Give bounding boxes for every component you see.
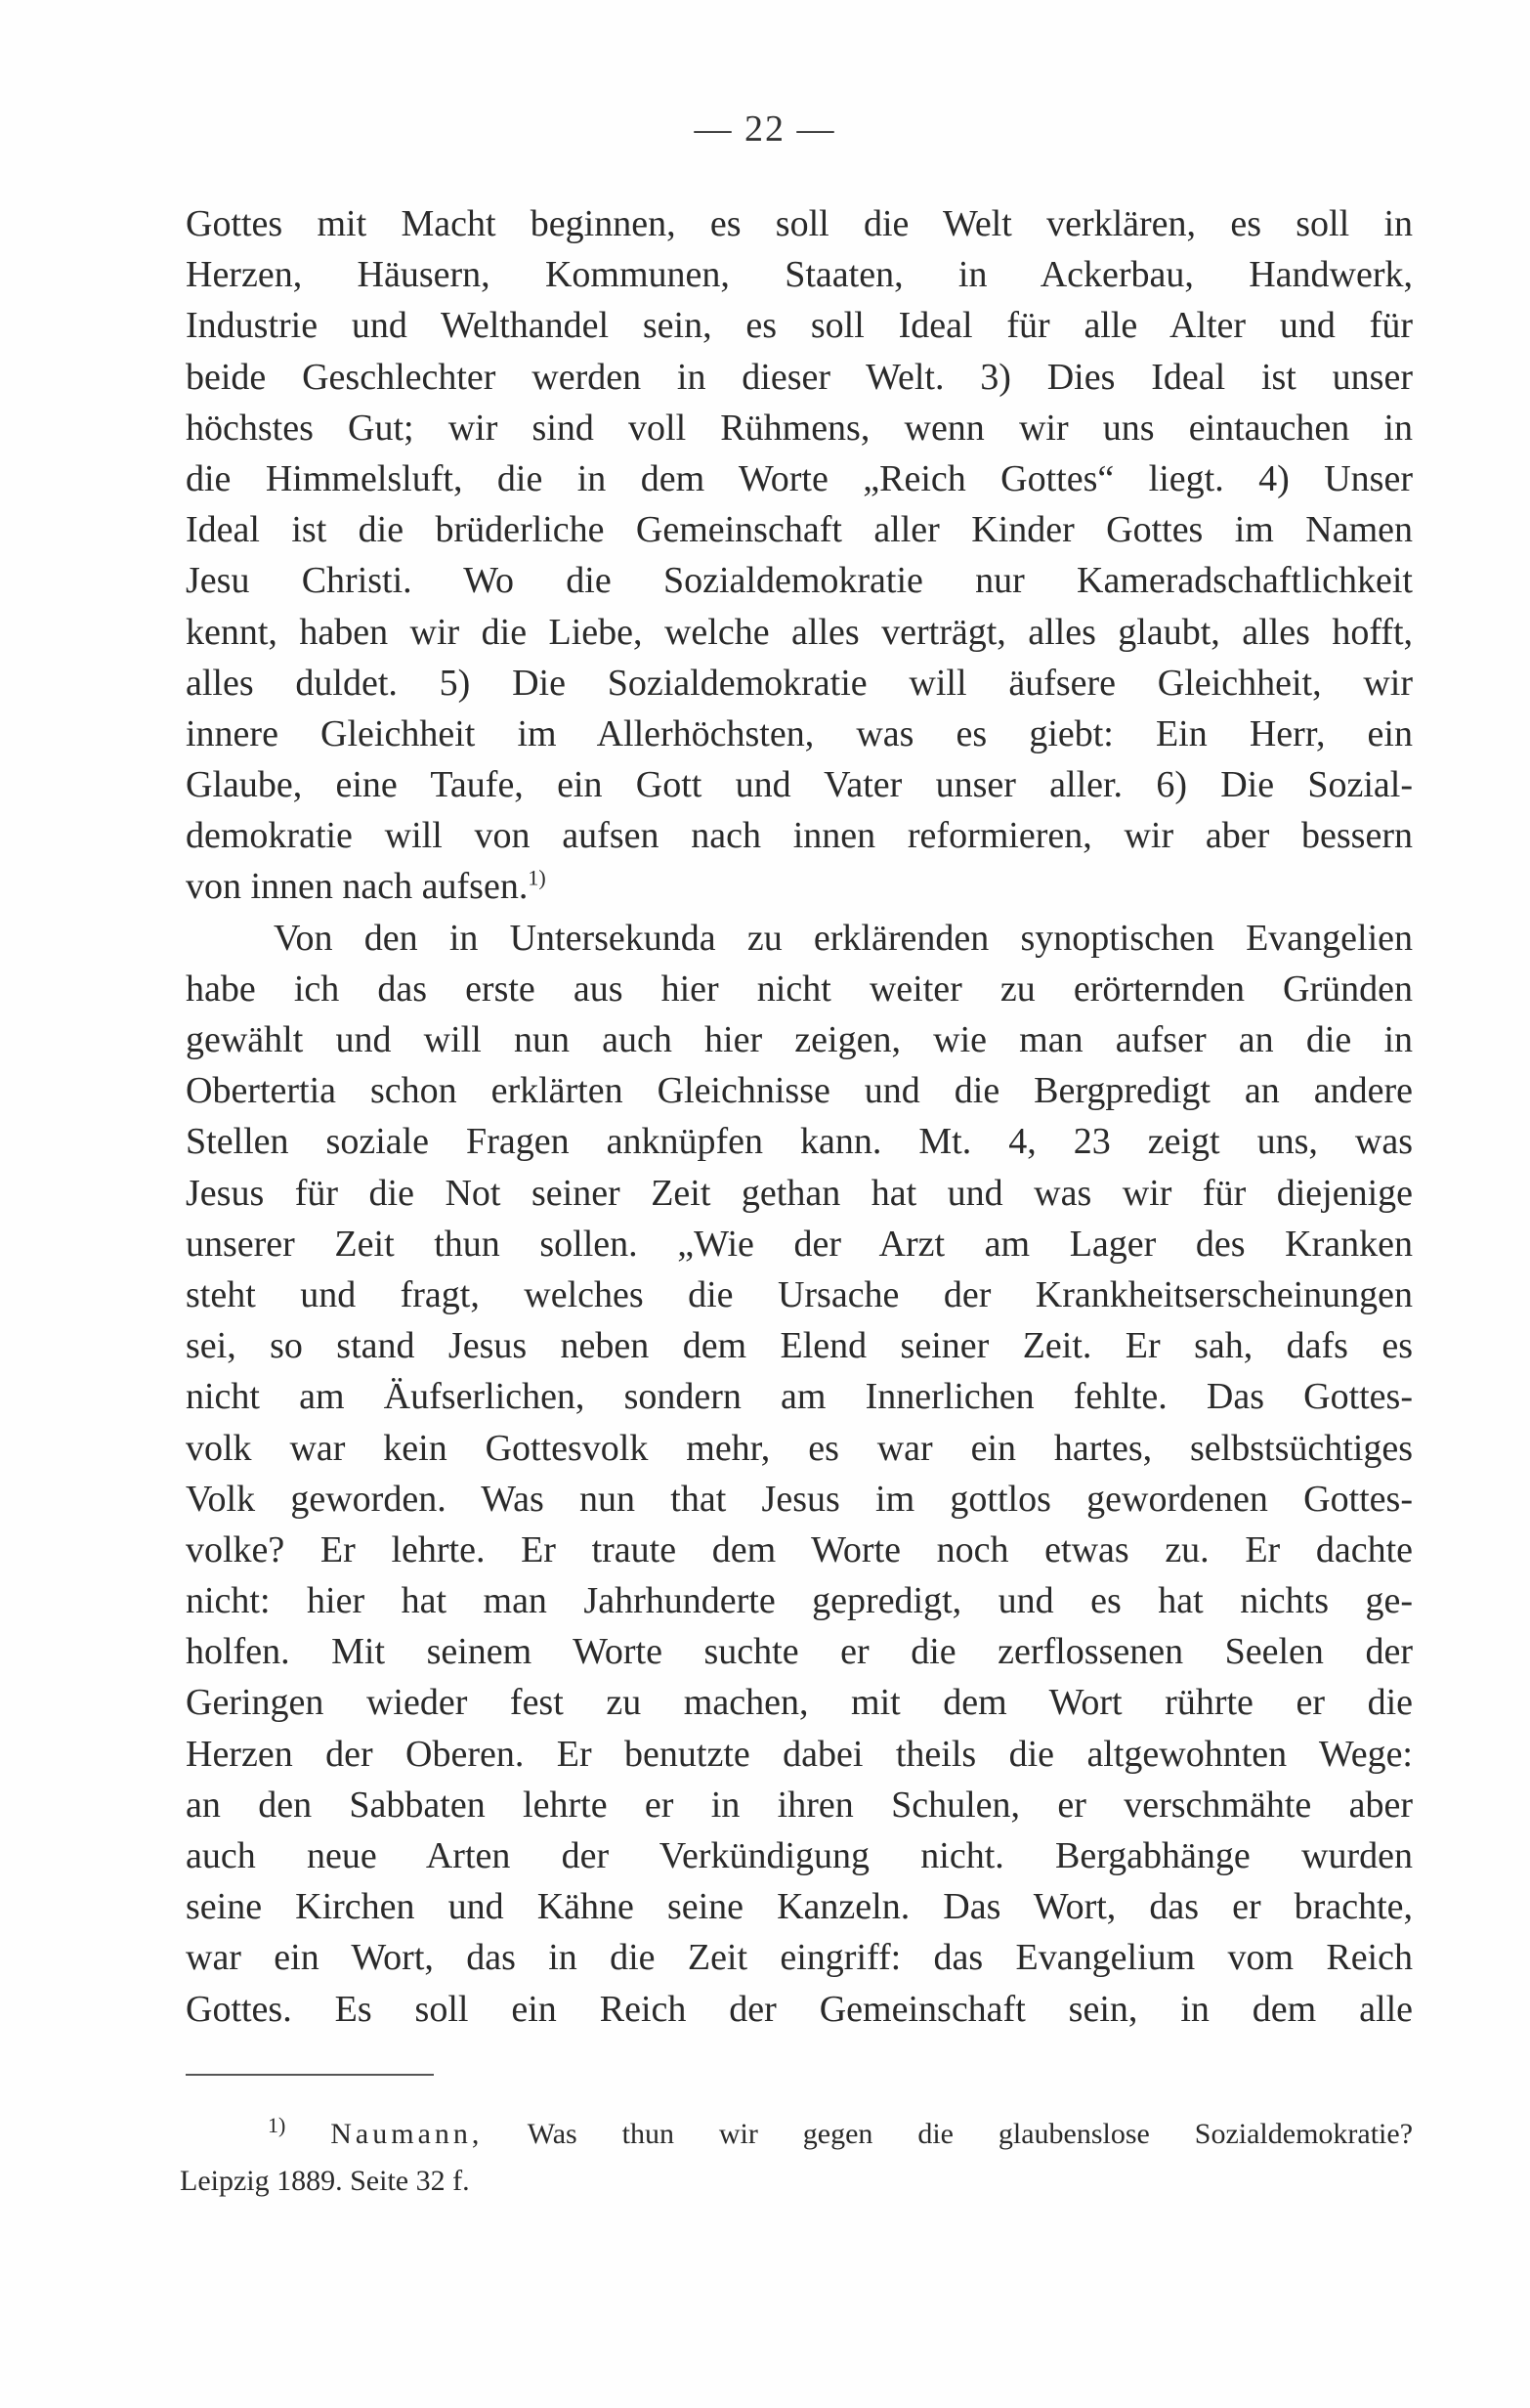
text-line: Gottes. Es soll ein Reich der Gemeinschaft sein, in dem alle (186, 1988, 1413, 2030)
text-line: an den Sabbaten lehrte er in ihren Schulen, er verschmähte aber (186, 1784, 1413, 1826)
text-line: innere Gleichheit im Allerhöchsten, was es giebt: Ein Herr, ein (186, 712, 1413, 754)
text-line: gewählt und will nun auch hier zeigen, wie man aufser an die in (186, 1019, 1413, 1060)
text-line: sei, so stand Jesus neben dem Elend seiner Zeit. Er sah, dafs es (186, 1325, 1413, 1367)
text-line: holfen. Mit seinem Worte suchte er die zerflossenen Seelen der (186, 1631, 1413, 1673)
text-line: demokratie will von aufsen nach innen reformieren, wir aber bessern (186, 815, 1413, 857)
footnote-reference: 1) (528, 865, 546, 890)
footnote-line: Leipzig 1889. Seite 32 f. (180, 2165, 470, 2197)
text-line: Herzen, Häusern, Kommunen, Staaten, in Ackerbau, Handwerk, (186, 254, 1413, 296)
text-line-with-footnote (186, 861, 1413, 912)
body-text (186, 198, 1413, 2035)
text-line: Gottes mit Macht beginnen, es soll die Welt verklären, es soll in (186, 203, 1413, 244)
text-line: von innen nach aufsen. (186, 866, 529, 908)
footnote-marker: 1) (268, 2113, 286, 2137)
text-line: Industrie und Welthandel sein, es soll Ideal für alle Alter und für (186, 305, 1413, 347)
text-line: Jesu Christi. Wo die Sozialdemokratie nur Kameradschaftlichkeit (186, 560, 1413, 602)
text-line: Glaube, eine Taufe, ein Gott und Vater unser aller. 6) Die Sozial- (186, 764, 1413, 806)
text-line: steht und fragt, welches die Ursache der Krankheitserscheinungen (186, 1273, 1413, 1315)
text-line: nicht am Äufserlichen, sondern am Innerlichen fehlte. Das Gottes- (186, 1376, 1413, 1418)
text-line: Jesus für die Not seiner Zeit gethan hat und was wir für diejenige (186, 1172, 1413, 1214)
footnote-title: Was thun wir gegen die glaubenslose Sozialdemokratie? (527, 2118, 1413, 2150)
text-line: Herzen der Oberen. Er benutzte dabei theils die altgewohnten Wege: (186, 1733, 1413, 1775)
text-line: alles duldet. 5) Die Sozialdemokratie will äufsere Gleichheit, wir (186, 662, 1413, 704)
text-line: Volk geworden. Was nun that Jesus im gottlos gewordenen Gottes- (186, 1478, 1413, 1520)
text-line: Stellen soziale Fragen anknüpfen kann. Mt. 4, 23 zeigt uns, was (186, 1121, 1413, 1163)
text-line: kennt, haben wir die Liebe, welche alles verträgt, alles glaubt, alles hofft, (186, 611, 1413, 653)
page-number: — 22 — (694, 108, 836, 150)
footnote-line (180, 2111, 1413, 2158)
text-line: volke? Er lehrte. Er traute dem Worte noch etwas zu. Er dachte (186, 1528, 1413, 1570)
text-line: Obertertia schon erklärten Gleichnisse und die Bergpredigt an andere (186, 1070, 1413, 1112)
text-line: höchstes Gut; wir sind voll Rühmens, wenn wir uns eintauchen in (186, 407, 1413, 449)
text-line: war ein Wort, das in die Zeit eingriff: das Evangelium vom Reich (186, 1937, 1413, 1979)
text-line: seine Kirchen und Kähne seine Kanzeln. Das Wort, das er brachte, (186, 1886, 1413, 1928)
text-line: Ideal ist die brüderliche Gemeinschaft aller Kinder Gottes im Namen (186, 509, 1413, 551)
text-line: habe ich das erste aus hier nicht weiter zu erörternden Gründen (186, 968, 1413, 1010)
text-line: nicht: hier hat man Jahrhunderte gepredigt, und es hat nichts ge- (186, 1580, 1413, 1622)
text-line: die Himmelsluft, die in dem Worte „Reich Gottes“ liegt. 4) Unser (186, 457, 1413, 499)
footnote-divider (186, 2074, 434, 2076)
paragraph-start: Von den in Untersekunda zu erklärenden synoptischen Evangelien (274, 917, 1413, 959)
text-line: beide Geschlechter werden in dieser Welt. 3) Dies Ideal ist unser (186, 356, 1413, 398)
footnote-author: Naumann, (330, 2118, 484, 2150)
text-line: unserer Zeit thun sollen. „Wie der Arzt am Lager des Kranken (186, 1223, 1413, 1265)
text-line: Geringen wieder fest zu machen, mit dem Wort rührte er die (186, 1682, 1413, 1724)
text-line: volk war kein Gottesvolk mehr, es war ein hartes, selbstsüchtiges (186, 1427, 1413, 1469)
text-line: auch neue Arten der Verkündigung nicht. Bergabhänge wurden (186, 1835, 1413, 1876)
footnote (180, 2111, 1413, 2205)
